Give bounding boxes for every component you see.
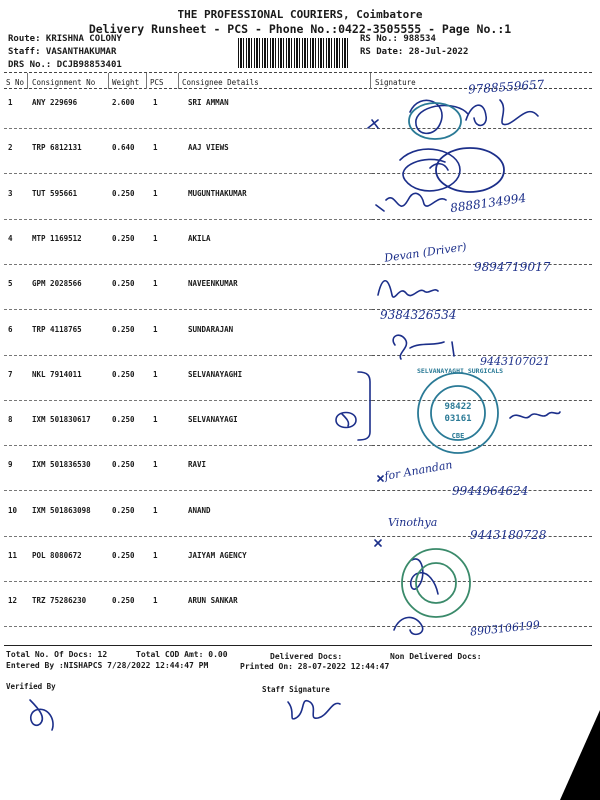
- handwritten-phone-row-4: 9894719017: [474, 260, 551, 274]
- handwritten-phone-row-6: 9443107021: [480, 355, 550, 368]
- cell-consignee: SRI AMMAN: [188, 98, 229, 107]
- cell-consignee: SUNDARAJAN: [188, 324, 234, 334]
- cell-pcs: 1: [153, 505, 158, 515]
- cell-consignee: ANAND: [188, 505, 211, 515]
- staff-signature: [288, 701, 340, 719]
- signature-row-1: [368, 100, 538, 133]
- col-weight: Weight: [112, 78, 140, 87]
- cell-weight: 0.640: [112, 143, 135, 153]
- cell-consignment: POL 8080672: [32, 551, 82, 560]
- cell-consignee: SELVANAYAGI: [188, 415, 238, 425]
- handwritten-phone-row-1: 9788559657: [467, 77, 545, 97]
- x-mark: [378, 476, 383, 481]
- cell-sno: 8: [8, 415, 13, 425]
- cell-weight: 0.250: [112, 551, 135, 560]
- stamp-row-2: [436, 148, 504, 192]
- rs-date: RS Date: 28-Jul-2022: [360, 47, 469, 57]
- route-label: Route: KRISHNA COLONY: [8, 34, 122, 44]
- stamp-bottom-text: CBE: [451, 432, 465, 440]
- signature-row-8: [510, 412, 560, 418]
- signature-row-2: [400, 149, 460, 191]
- col-signature: Signature: [375, 78, 416, 87]
- cell-pcs: 1: [153, 233, 158, 243]
- non-delivered-docs: Non Delivered Docs:: [390, 652, 482, 661]
- cell-sno: 11: [8, 551, 18, 560]
- cell-sno: 12: [8, 596, 18, 606]
- cell-sno: 10: [8, 505, 18, 515]
- cell-weight: 0.250: [112, 188, 135, 198]
- cell-sno: 4: [8, 233, 13, 243]
- cell-sno: 1: [8, 98, 13, 107]
- selvanayaghi-stamp: [418, 373, 498, 453]
- cell-consignee: SELVANAYAGHI: [188, 369, 243, 379]
- cell-consignee: AAJ VIEWS: [188, 143, 229, 153]
- cell-weight: 0.250: [112, 233, 135, 243]
- circle-mark: [336, 413, 356, 428]
- cell-sno: 6: [8, 324, 13, 334]
- printed-on: Printed On: 28-07-2022 12:44:47: [240, 662, 390, 671]
- handwritten-phone-row-10: 9443180728: [470, 528, 547, 542]
- runsheet-subtitle: Delivery Runsheet - PCS - Phone No.:0422-3505555 - Page No.:1: [88, 22, 512, 36]
- cell-consignment: NKL 7914011: [32, 369, 82, 379]
- cell-pcs: 1: [153, 279, 158, 289]
- cell-consignee: MUGUNTHAKUMAR: [188, 188, 247, 198]
- staff-signature-label: Staff Signature: [262, 685, 330, 694]
- stamp-center-top: 98422: [444, 402, 472, 412]
- stamp-center-bottom: 03161: [444, 414, 472, 424]
- cell-sno: 3: [8, 188, 13, 198]
- cell-weight: 0.250: [112, 505, 135, 515]
- cell-consignee: AKILA: [188, 233, 211, 243]
- stamp-row-11: [402, 549, 470, 617]
- cell-pcs: 1: [153, 143, 158, 153]
- cell-consignee: JAIYAM AGENCY: [188, 551, 247, 560]
- cell-weight: 0.250: [112, 460, 135, 470]
- total-docs: Total No. Of Docs: 12: [6, 650, 108, 659]
- cell-sno: 5: [8, 279, 13, 289]
- cell-weight: 0.250: [112, 279, 135, 289]
- bracket-mark: [358, 372, 370, 440]
- cell-consignment: TRP 4118765: [32, 324, 82, 334]
- cell-pcs: 1: [153, 415, 158, 425]
- cell-sno: 7: [8, 369, 13, 379]
- handwritten-name-row-9: for Anandan: [383, 458, 454, 483]
- stamp-row-1: [409, 103, 461, 139]
- entered-by: Entered By :NISHAPCS 7/28/2022 12:44:47 PM: [6, 661, 209, 670]
- handwritten-name-row-4: Devan (Driver): [383, 240, 468, 265]
- cell-sno: 9: [8, 460, 13, 470]
- cell-consignment: GPM 2028566: [32, 279, 82, 289]
- cell-consignment: TRZ 75286230: [32, 596, 87, 606]
- scan-shadow: [560, 710, 600, 800]
- cell-weight: 2.600: [112, 98, 135, 107]
- verified-by: Verified By: [6, 682, 56, 691]
- signature-row-5: [378, 281, 438, 297]
- cell-pcs: 1: [153, 596, 158, 606]
- cell-consignment: IXM 501863098: [32, 505, 91, 515]
- col-sno: S No: [6, 78, 25, 87]
- cell-pcs: 1: [153, 551, 158, 560]
- cell-weight: 0.250: [112, 324, 135, 334]
- company-title: THE PROFESSIONAL COURIERS, Coimbatore: [177, 8, 423, 21]
- delivered-docs: Delivered Docs:: [270, 652, 343, 661]
- handwritten-phone-row-3: 8888134994: [449, 190, 527, 216]
- staff-label: Staff: VASANTHAKUMAR: [8, 47, 117, 57]
- x-mark: [375, 540, 381, 546]
- signature-row-11: [411, 559, 438, 594]
- drs-number: DRS No.: DCJB98853401: [8, 60, 122, 70]
- cell-pcs: 1: [153, 188, 158, 198]
- cell-sno: 2: [8, 143, 13, 153]
- cell-consignment: TRP 6812131: [32, 143, 82, 153]
- cell-pcs: 1: [153, 369, 158, 379]
- total-cod: Total COD Amt: 0.00: [136, 650, 228, 659]
- cell-consignment: MTP 1169512: [32, 233, 82, 243]
- cell-consignment: IXM 501830617: [32, 415, 91, 425]
- stamp-ring-text: SELVANAYAGHI SURGICALS: [416, 367, 504, 375]
- col-pcs: PCS: [150, 78, 164, 87]
- cell-weight: 0.250: [112, 596, 135, 606]
- rs-number: RS No.: 988534: [360, 34, 436, 44]
- cell-consignment: TUT 595661: [32, 188, 78, 198]
- cell-consignee: NAVEENKUMAR: [188, 279, 238, 289]
- verified-signature: [30, 700, 53, 730]
- cell-weight: 0.250: [112, 369, 135, 379]
- cell-pcs: 1: [153, 460, 158, 470]
- cell-consignment: IXM 501836530: [32, 460, 91, 470]
- handwritten-phone-row-9: 9944964624: [452, 484, 529, 498]
- cell-consignment: ANY 229696: [32, 98, 78, 107]
- signature-row-6: [393, 335, 454, 359]
- handwritten-name-row-10: Vinothya: [388, 516, 438, 529]
- footer-rule: [4, 645, 592, 646]
- handwritten-phone-row-5: 9384326534: [380, 308, 457, 322]
- col-consignment: Consignment No: [32, 78, 96, 87]
- signature-row-3: [376, 193, 446, 211]
- signature-row-12: [394, 617, 423, 634]
- cell-weight: 0.250: [112, 415, 135, 425]
- cell-consignee: RAVI: [188, 460, 207, 470]
- cell-pcs: 1: [153, 324, 158, 334]
- col-consignee: Consignee Details: [182, 78, 259, 87]
- cell-consignee: ARUN SANKAR: [188, 596, 238, 606]
- cell-pcs: 1: [153, 98, 158, 107]
- handwritten-phone-row-12: 8903106199: [469, 618, 541, 639]
